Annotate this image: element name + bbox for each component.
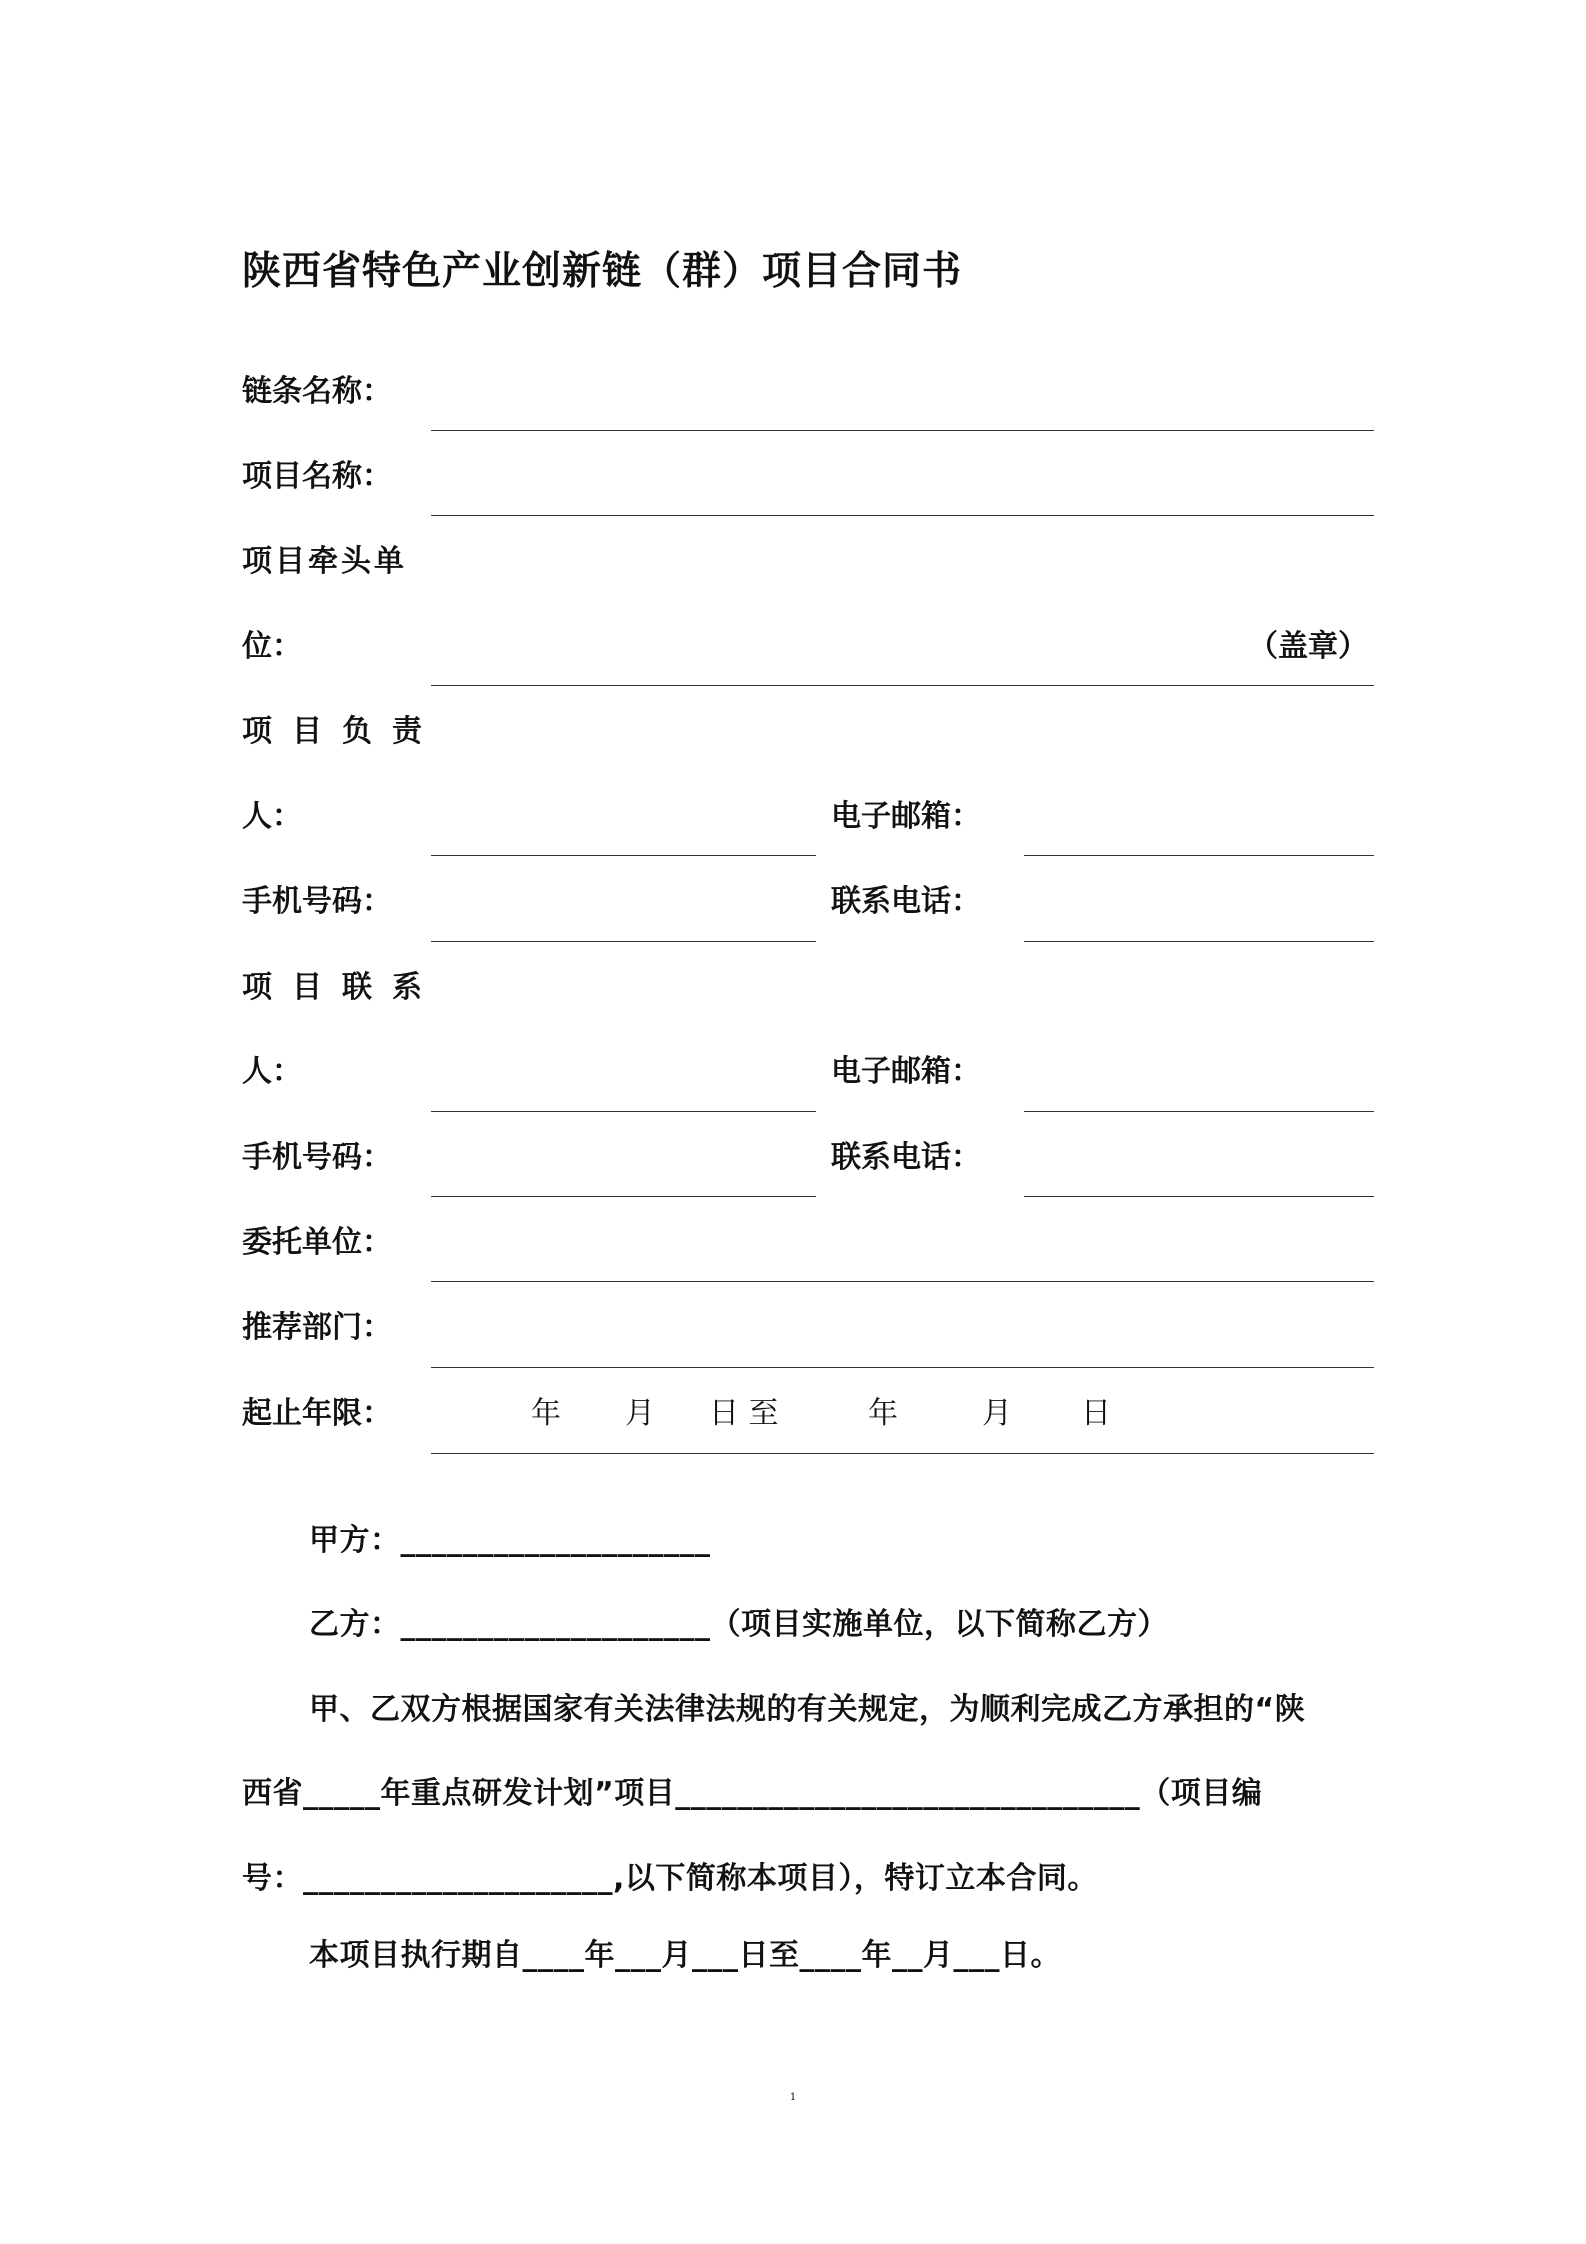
email-field-1[interactable]: [1024, 855, 1374, 856]
email-label-2: 电子邮箱：: [831, 1054, 981, 1089]
period-year-start: 年: [531, 1396, 561, 1431]
chain-name-label: 链条名称：: [242, 374, 392, 409]
project-name-label: 项目名称：: [242, 459, 392, 494]
lead-unit-label-line1: 项目牵头单: [242, 544, 407, 579]
email-label-1: 电子邮箱：: [831, 799, 981, 834]
mobile-label-2: 手机号码：: [242, 1140, 392, 1175]
entrusted-unit-label: 委托单位：: [242, 1225, 392, 1260]
lead-unit-label-line2: 位：: [242, 629, 302, 664]
phone-label-2: 联系电话：: [831, 1140, 981, 1175]
mobile-field-1[interactable]: [431, 941, 816, 942]
paragraph-2: 本项目执行期自____年___月___日至____年__月___日。: [309, 1938, 1061, 1973]
period-field[interactable]: [431, 1453, 1374, 1454]
recommend-dept-label: 推荐部门：: [242, 1310, 392, 1345]
chain-name-field[interactable]: [431, 430, 1374, 431]
email-field-2[interactable]: [1024, 1111, 1374, 1112]
mobile-label-1: 手机号码：: [242, 884, 392, 919]
leader-field[interactable]: [431, 855, 816, 856]
project-name-field[interactable]: [431, 515, 1374, 516]
period-year-end: 年: [868, 1396, 898, 1431]
phone-field-1[interactable]: [1024, 941, 1374, 942]
lead-unit-field[interactable]: [431, 685, 1374, 686]
party-a-line: 甲方：____________________: [309, 1523, 711, 1558]
phone-field-2[interactable]: [1024, 1196, 1374, 1197]
paragraph-1-line-1: 甲、乙双方根据国家有关法律法规的有关规定，为顺利完成乙方承担的“陕: [309, 1692, 1306, 1727]
seal-label: （盖章）: [1248, 629, 1368, 664]
period-month-start: 月: [625, 1396, 655, 1431]
period-day-end: 日: [1081, 1396, 1111, 1431]
recommend-dept-field[interactable]: [431, 1367, 1374, 1368]
mobile-field-2[interactable]: [431, 1196, 816, 1197]
contact-label-line2: 人：: [242, 1054, 302, 1089]
entrusted-unit-field[interactable]: [431, 1281, 1374, 1282]
paragraph-1-line-3: 号：____________________,以下简称本项目），特订立本合同。: [242, 1861, 1098, 1896]
contact-field[interactable]: [431, 1111, 816, 1112]
contact-label-line1: 项目联系: [242, 970, 442, 1005]
page-number: 1: [789, 2092, 797, 2103]
document-title: 陕西省特色产业创新链（群）项目合同书: [242, 249, 963, 294]
phone-label-1: 联系电话：: [831, 884, 981, 919]
leader-label-line2: 人：: [242, 799, 302, 834]
paragraph-1-line-2: 西省_____年重点研发计划”项目______________________________（项目编: [242, 1776, 1263, 1811]
leader-label-line1: 项目负责: [242, 714, 442, 749]
period-month-end: 月: [982, 1396, 1012, 1431]
party-b-line: 乙方：____________________（项目实施单位，以下简称乙方）: [309, 1607, 1168, 1642]
period-day-start: 日 至: [709, 1396, 779, 1431]
period-label: 起止年限：: [242, 1396, 392, 1431]
